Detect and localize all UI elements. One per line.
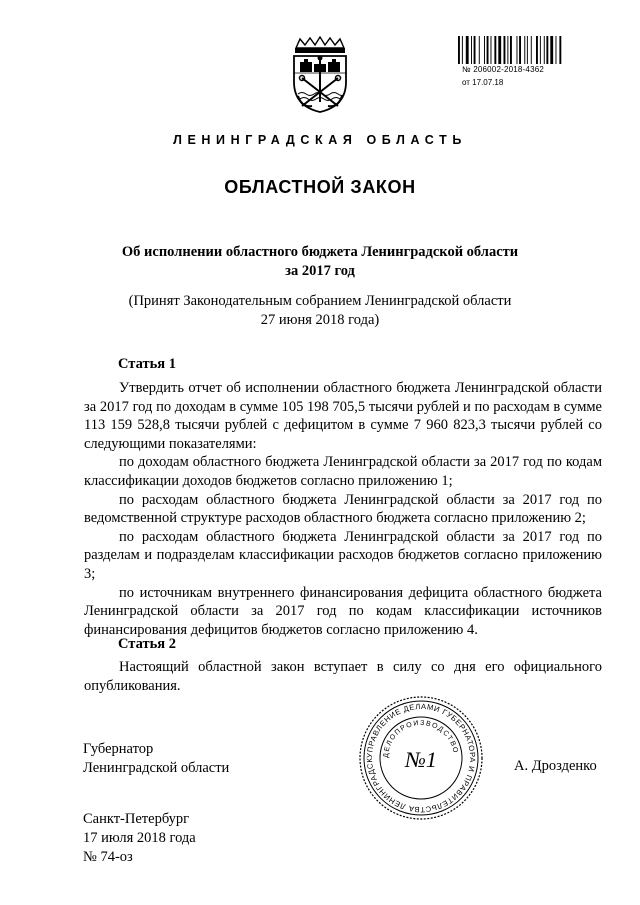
law-subject-line: за 2017 год xyxy=(285,263,355,279)
law-subject-line: Об исполнении областного бюджета Ленинградской области xyxy=(121,244,519,260)
adoption-note-line: (Принят Законодательным собранием Ленинградской области xyxy=(128,293,512,309)
signing-date: 17 июля 2018 года xyxy=(83,830,196,846)
article-1-heading: Статья 1 xyxy=(118,356,176,372)
signatory-name: А. Дрозденко xyxy=(514,758,597,774)
coat-of-arms-icon xyxy=(288,36,352,114)
signing-place-and-date xyxy=(83,810,196,867)
barcode xyxy=(458,36,598,64)
article-paragraph: по расходам областного бюджета Ленинградской области за 2017 год по ведомственной структуре расходов областного бюджета согласно приложению 2; xyxy=(84,491,602,527)
article-paragraph: Утвердить отчет об исполнении областного бюджета Ленинградской области за 2017 год по доходам в сумме 105 198 705,5 тысячи рублей и по расходам в сумме 113 159 528,8 тысячи рублей с дефицитом в сумме 7 960 823,3 тысячи рублей со следующими показателями: xyxy=(84,380,602,452)
stamp-ring-text: УПРАВЛЕНИЕ ДЕЛАМИ ГУБЕРНАТОРА И ПРАВИТЕЛЬСТВА ЛЕНИНГРАДСК xyxy=(364,701,478,815)
article-2-heading: Статья 2 xyxy=(118,636,176,652)
article-2-body xyxy=(84,658,602,695)
stamp-inner-text: ДЕЛОПРОИЗВОДСТВО xyxy=(382,719,459,759)
official-stamp xyxy=(358,695,484,821)
law-number: № 74-оз xyxy=(83,849,133,865)
signatory-position-line: Губернатор xyxy=(83,741,154,757)
registration-date: от 17.07.18 xyxy=(462,78,504,87)
signatory-position xyxy=(83,740,229,778)
article-1-body xyxy=(84,379,602,639)
adoption-note-line: 27 июня 2018 года) xyxy=(260,312,380,328)
signatory-position-line: Ленинградской области xyxy=(83,760,230,776)
region-name: ЛЕНИНГРАДСКАЯ ОБЛАСТЬ xyxy=(173,133,467,147)
article-paragraph: по расходам областного бюджета Ленинградской области за 2017 год по разделам и подразделам классификации расходов бюджетов согласно приложению 3; xyxy=(84,528,602,582)
adoption-note xyxy=(60,292,580,330)
document-type: ОБЛАСТНОЙ ЗАКОН xyxy=(224,177,416,197)
article-paragraph: по доходам областного бюджета Ленинградской области за 2017 год по кодам классификации доходов бюджетов согласно приложению 1; xyxy=(84,454,602,489)
registration-number: № 206002-2018-4362 xyxy=(462,65,545,74)
law-subject xyxy=(60,243,580,281)
stamp-number: №1 xyxy=(405,747,437,772)
article-paragraph: Настоящий областной закон вступает в силу со дня его официального опубликования. xyxy=(84,659,602,694)
signing-city: Санкт-Петербург xyxy=(83,811,190,827)
article-paragraph: по источникам внутреннего финансирования дефицита областного бюджета Ленинградской области за 2017 год по кодам классификации источников финансирования дефицитов бюджетов согласно приложению 4. xyxy=(84,584,602,638)
